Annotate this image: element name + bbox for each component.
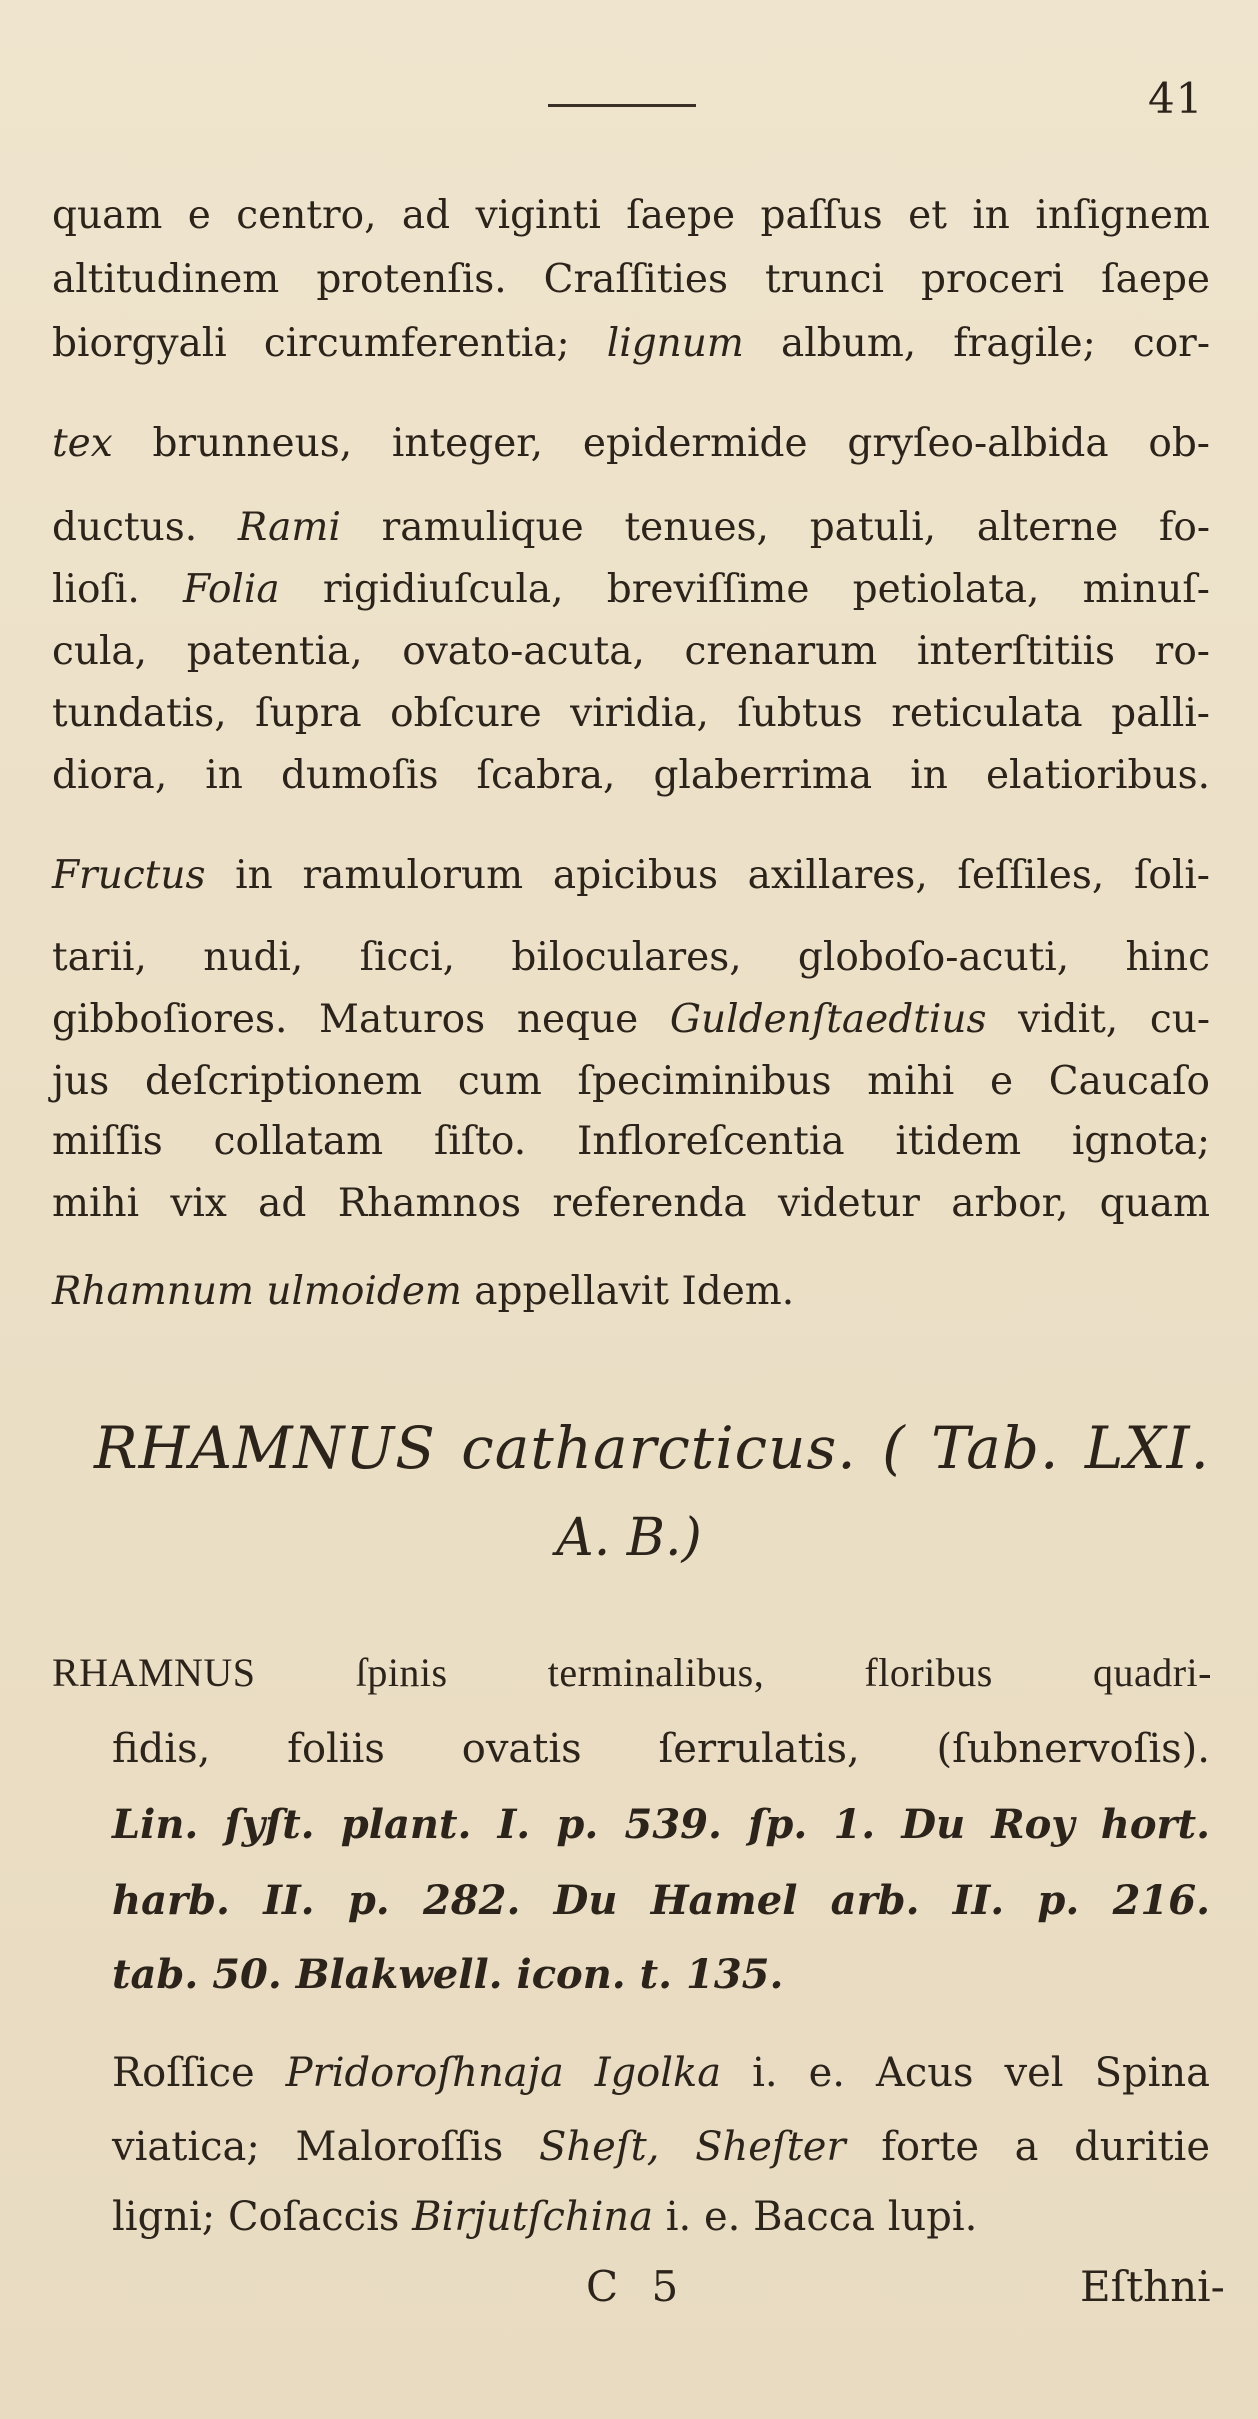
text-line: tarii, nudi, ſicci, biloculares, globoſo-acuti, hinc <box>52 935 1210 980</box>
signature-mark: C 5 <box>586 2262 689 2311</box>
reference-line: harb. II. p. 282. Du Hamel arb. II. p. 216. <box>112 1877 1210 1924</box>
text-line: tex brunneus, integer, epidermide gryſeo-albida ob- <box>52 421 1210 466</box>
text-line: Fructus in ramulorum apicibus axillares, ſeſſiles, ſoli- <box>52 853 1210 898</box>
vernacular-line: Roſſice Pridoroſhnaja Igolka i. e. Acus vel Spina <box>112 2050 1210 2096</box>
text-line: diora, in dumoſis ſcabra, glaberrima in elatioribus. <box>52 753 1210 798</box>
text-line: tundatis, ſupra obſcure viridia, ſubtus reticulata palli- <box>52 691 1210 736</box>
text-line: jus deſcriptionem cum ſpeciminibus mihi e Caucaſo <box>52 1059 1210 1104</box>
text-line: cula, patentia, ovato-acuta, crenarum interſtitiis ro- <box>52 629 1210 674</box>
text-line: quam e centro, ad viginti ſaepe paſſus et in inſignem <box>52 193 1210 238</box>
vernacular-line: viatica; Maloroſſis Sheſt, Sheſter forte a duritie <box>112 2124 1211 2170</box>
species-heading: RHAMNUS catharcticus. ( Tab. LXI. <box>94 1414 1210 1482</box>
diagnosis-line: fidis, foliis ovatis ſerrulatis, (ſubnervoſis). <box>112 1726 1210 1772</box>
reference-line: Lin. ſyſt. plant. I. p. 539. ſp. 1. Du Roy hort. <box>112 1801 1210 1848</box>
text-line: mihi vix ad Rhamnos referenda videtur arbor, quam <box>52 1181 1210 1226</box>
text-line: altitudinem protenſis. Craſſities trunci proceri ſaepe <box>52 257 1210 302</box>
vernacular-line: ligni; Coſaccis Birjutſchina i. e. Bacca lupi. <box>112 2194 978 2240</box>
text-line: lioſi. Folia rigidiuſcula, breviſſime petiolata, minuſ- <box>52 567 1210 612</box>
text-line: ductus. Rami ramulique tenues, patuli, alterne fo- <box>52 505 1210 550</box>
diagnosis-line: RHAMNUS ſpinis terminalibus, floribus quadri- <box>52 1650 1212 1695</box>
reference-line: tab. 50. Blakwell. icon. t. 135. <box>112 1951 784 1998</box>
header-rule <box>548 104 696 107</box>
text-line: miſſis collatam ſiſto. Infloreſcentia itidem ignota; <box>52 1119 1210 1164</box>
species-heading-continued: A. B.) <box>556 1508 702 1568</box>
page-number: 41 <box>1148 74 1204 123</box>
text-line: Rhamnum ulmoidem appellavit Idem. <box>52 1269 795 1314</box>
catchword: Eſthni- <box>1080 2262 1225 2311</box>
text-line: biorgyali circumferentia; lignum album, fragile; cor- <box>52 321 1211 366</box>
text-line: gibboſiores. Maturos neque Guldenſtaedtius vidit, cu- <box>52 997 1210 1042</box>
